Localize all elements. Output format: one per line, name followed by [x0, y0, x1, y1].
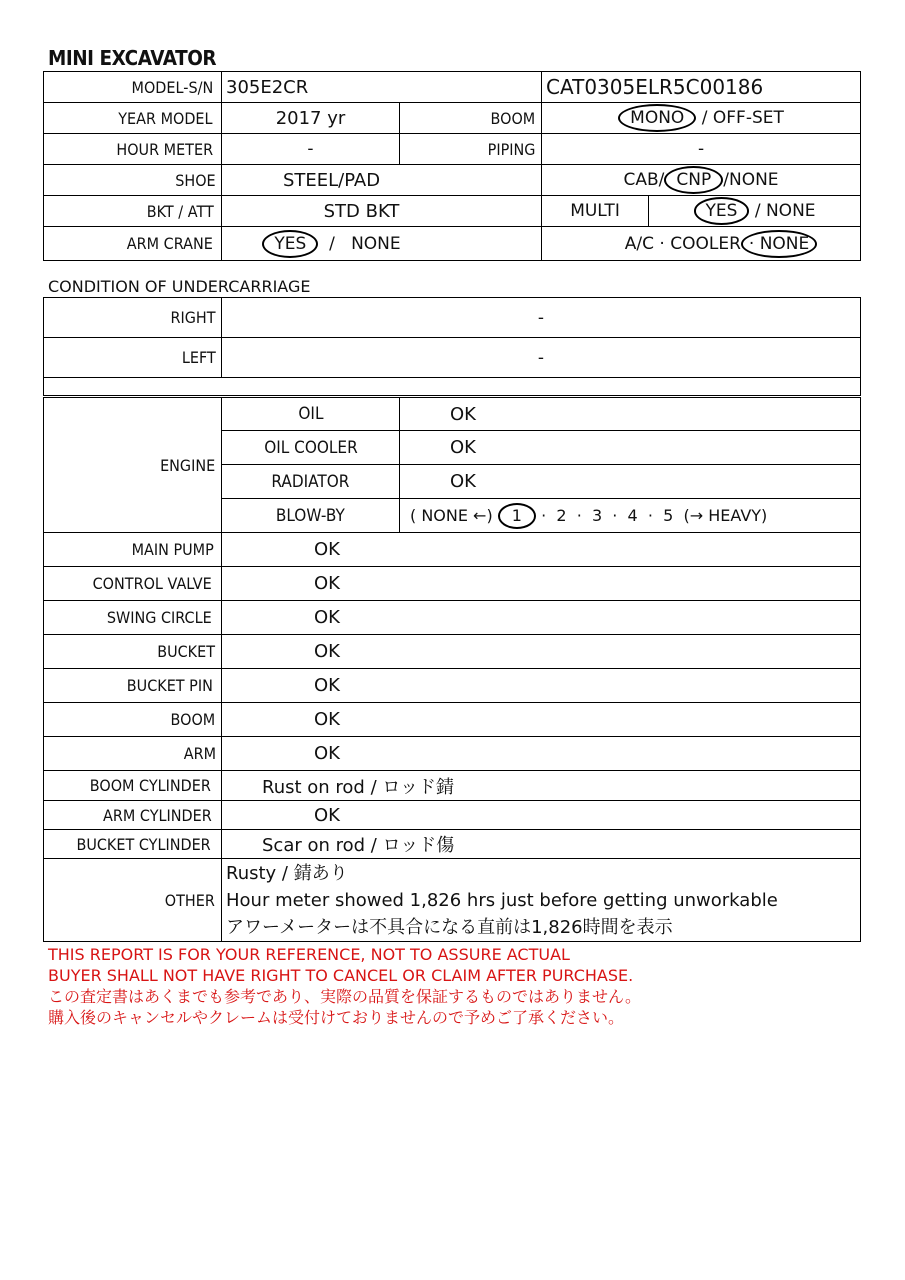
ac-separator: · [748, 233, 755, 254]
item-value: OK [222, 703, 861, 737]
header-table [43, 71, 861, 261]
item-value: Rust on rod / ロッド錆 [222, 771, 861, 801]
page-title: MINI EXCAVATOR [48, 46, 217, 70]
undercarriage-title: CONDITION OF UNDERCARRIAGE [48, 277, 311, 296]
other-line: アワーメーターは不具合になる直前は1,826時間を表示 [226, 916, 673, 938]
arm-crane-yes-selected: YES [262, 230, 318, 258]
cab-separator: / [658, 170, 665, 190]
hour-meter-value: - [222, 134, 400, 165]
oil-label: OIL [222, 398, 400, 431]
blowby-label: BLOW-BY [222, 499, 400, 533]
blowby-rest: · 2 · 3 · 4 · 5 (→ HEAVY) [541, 505, 768, 525]
item-label: CONTROL VALVE [44, 567, 222, 601]
model-sn-label: MODEL-S/N [44, 72, 222, 103]
spacer-row [44, 378, 861, 396]
item-label: BUCKET [44, 635, 222, 669]
arm-crane-none-option: NONE [351, 233, 401, 254]
item-label: SWING CIRCLE [44, 601, 222, 635]
item-value: OK [222, 567, 861, 601]
multi-separator: / [754, 201, 761, 221]
radiator-label: RADIATOR [222, 465, 400, 499]
item-value: OK [222, 635, 861, 669]
oil-cooler-value: OK [400, 431, 861, 465]
other-notes [222, 859, 861, 942]
piping-value: - [542, 134, 861, 165]
ac-cooler-options [542, 227, 861, 261]
multi-label: MULTI [542, 196, 649, 227]
right-value: - [222, 298, 861, 338]
ac-none-text: NONE [759, 233, 810, 254]
cab-none-option: NONE [728, 170, 779, 190]
engine-label: ENGINE [44, 398, 222, 533]
item-value: OK [222, 801, 861, 830]
arm-crane-label: ARM CRANE [44, 227, 222, 261]
multi-options [649, 196, 861, 227]
blowby-selected-1: 1 [498, 503, 536, 529]
piping-label: PIPING [400, 134, 542, 165]
left-label: LEFT [44, 338, 222, 378]
item-value: OK [222, 669, 861, 703]
multi-yes-selected: YES [694, 197, 750, 225]
cab-cnp-selected: CNP [664, 166, 723, 194]
cab-options [542, 165, 861, 196]
item-value: OK [222, 737, 861, 771]
model-value: 305E2CR [222, 72, 542, 103]
other-label: OTHER [44, 859, 222, 942]
radiator-value: OK [400, 465, 861, 499]
item-label: BOOM CYLINDER [44, 771, 222, 801]
arm-crane-separator: / [329, 233, 335, 254]
disclaimer-line: 購入後のキャンセルやクレームは受付けておりませんので予めご了承ください。 [48, 1008, 625, 1027]
disclaimer [48, 944, 641, 1028]
arm-crane-options [222, 227, 542, 261]
boom-offset-option: OFF-SET [712, 108, 784, 128]
other-line: Hour meter showed 1,826 hrs just before getting unworkable [226, 889, 778, 911]
item-label: ARM CYLINDER [44, 801, 222, 830]
year-model-label: YEAR MODEL [44, 103, 222, 134]
serial-value: CAT0305ELR5C00186 [542, 72, 861, 103]
cab-option: CAB [623, 170, 659, 190]
item-label: BOOM [44, 703, 222, 737]
oil-value: OK [400, 398, 861, 431]
item-value: OK [222, 533, 861, 567]
boom-mono-selected: MONO [618, 104, 696, 132]
boom-options [542, 103, 861, 134]
year-model-value: 2017 yr [222, 103, 400, 134]
inspection-table [43, 397, 861, 942]
item-label: BUCKET PIN [44, 669, 222, 703]
item-value: OK [222, 601, 861, 635]
right-label: RIGHT [44, 298, 222, 338]
ac-none-selected [741, 230, 817, 258]
left-value: - [222, 338, 861, 378]
boom-label: BOOM [400, 103, 542, 134]
boom-separator: / [701, 108, 708, 128]
blowby-start: ( NONE ←) [410, 505, 493, 525]
item-value: Scar on rod / ロッド傷 [222, 830, 861, 859]
ac-cooler-label: A/C · COOLER [624, 233, 741, 254]
disclaimer-line: この査定書はあくまでも参考であり、実際の品質を保証するものではありません。 [48, 987, 641, 1006]
disclaimer-line: BUYER SHALL NOT HAVE RIGHT TO CANCEL OR CLAIM AFTER PURCHASE. [48, 966, 634, 985]
multi-none-option: NONE [765, 201, 816, 221]
cab-separator-2: / [723, 170, 729, 190]
hour-meter-label: HOUR METER [44, 134, 222, 165]
shoe-value: STEEL/PAD [222, 165, 542, 196]
oil-cooler-label: OIL COOLER [222, 431, 400, 465]
undercarriage-table [43, 297, 861, 396]
disclaimer-line: THIS REPORT IS FOR YOUR REFERENCE, NOT TO ASSURE ACTUAL [48, 945, 570, 964]
blowby-scale [400, 499, 861, 533]
bkt-att-value: STD BKT [222, 196, 542, 227]
item-label: ARM [44, 737, 222, 771]
item-label: MAIN PUMP [44, 533, 222, 567]
shoe-label: SHOE [44, 165, 222, 196]
other-line: Rusty / 錆あり [226, 862, 348, 884]
item-label: BUCKET CYLINDER [44, 830, 222, 859]
bkt-att-label: BKT / ATT [44, 196, 222, 227]
